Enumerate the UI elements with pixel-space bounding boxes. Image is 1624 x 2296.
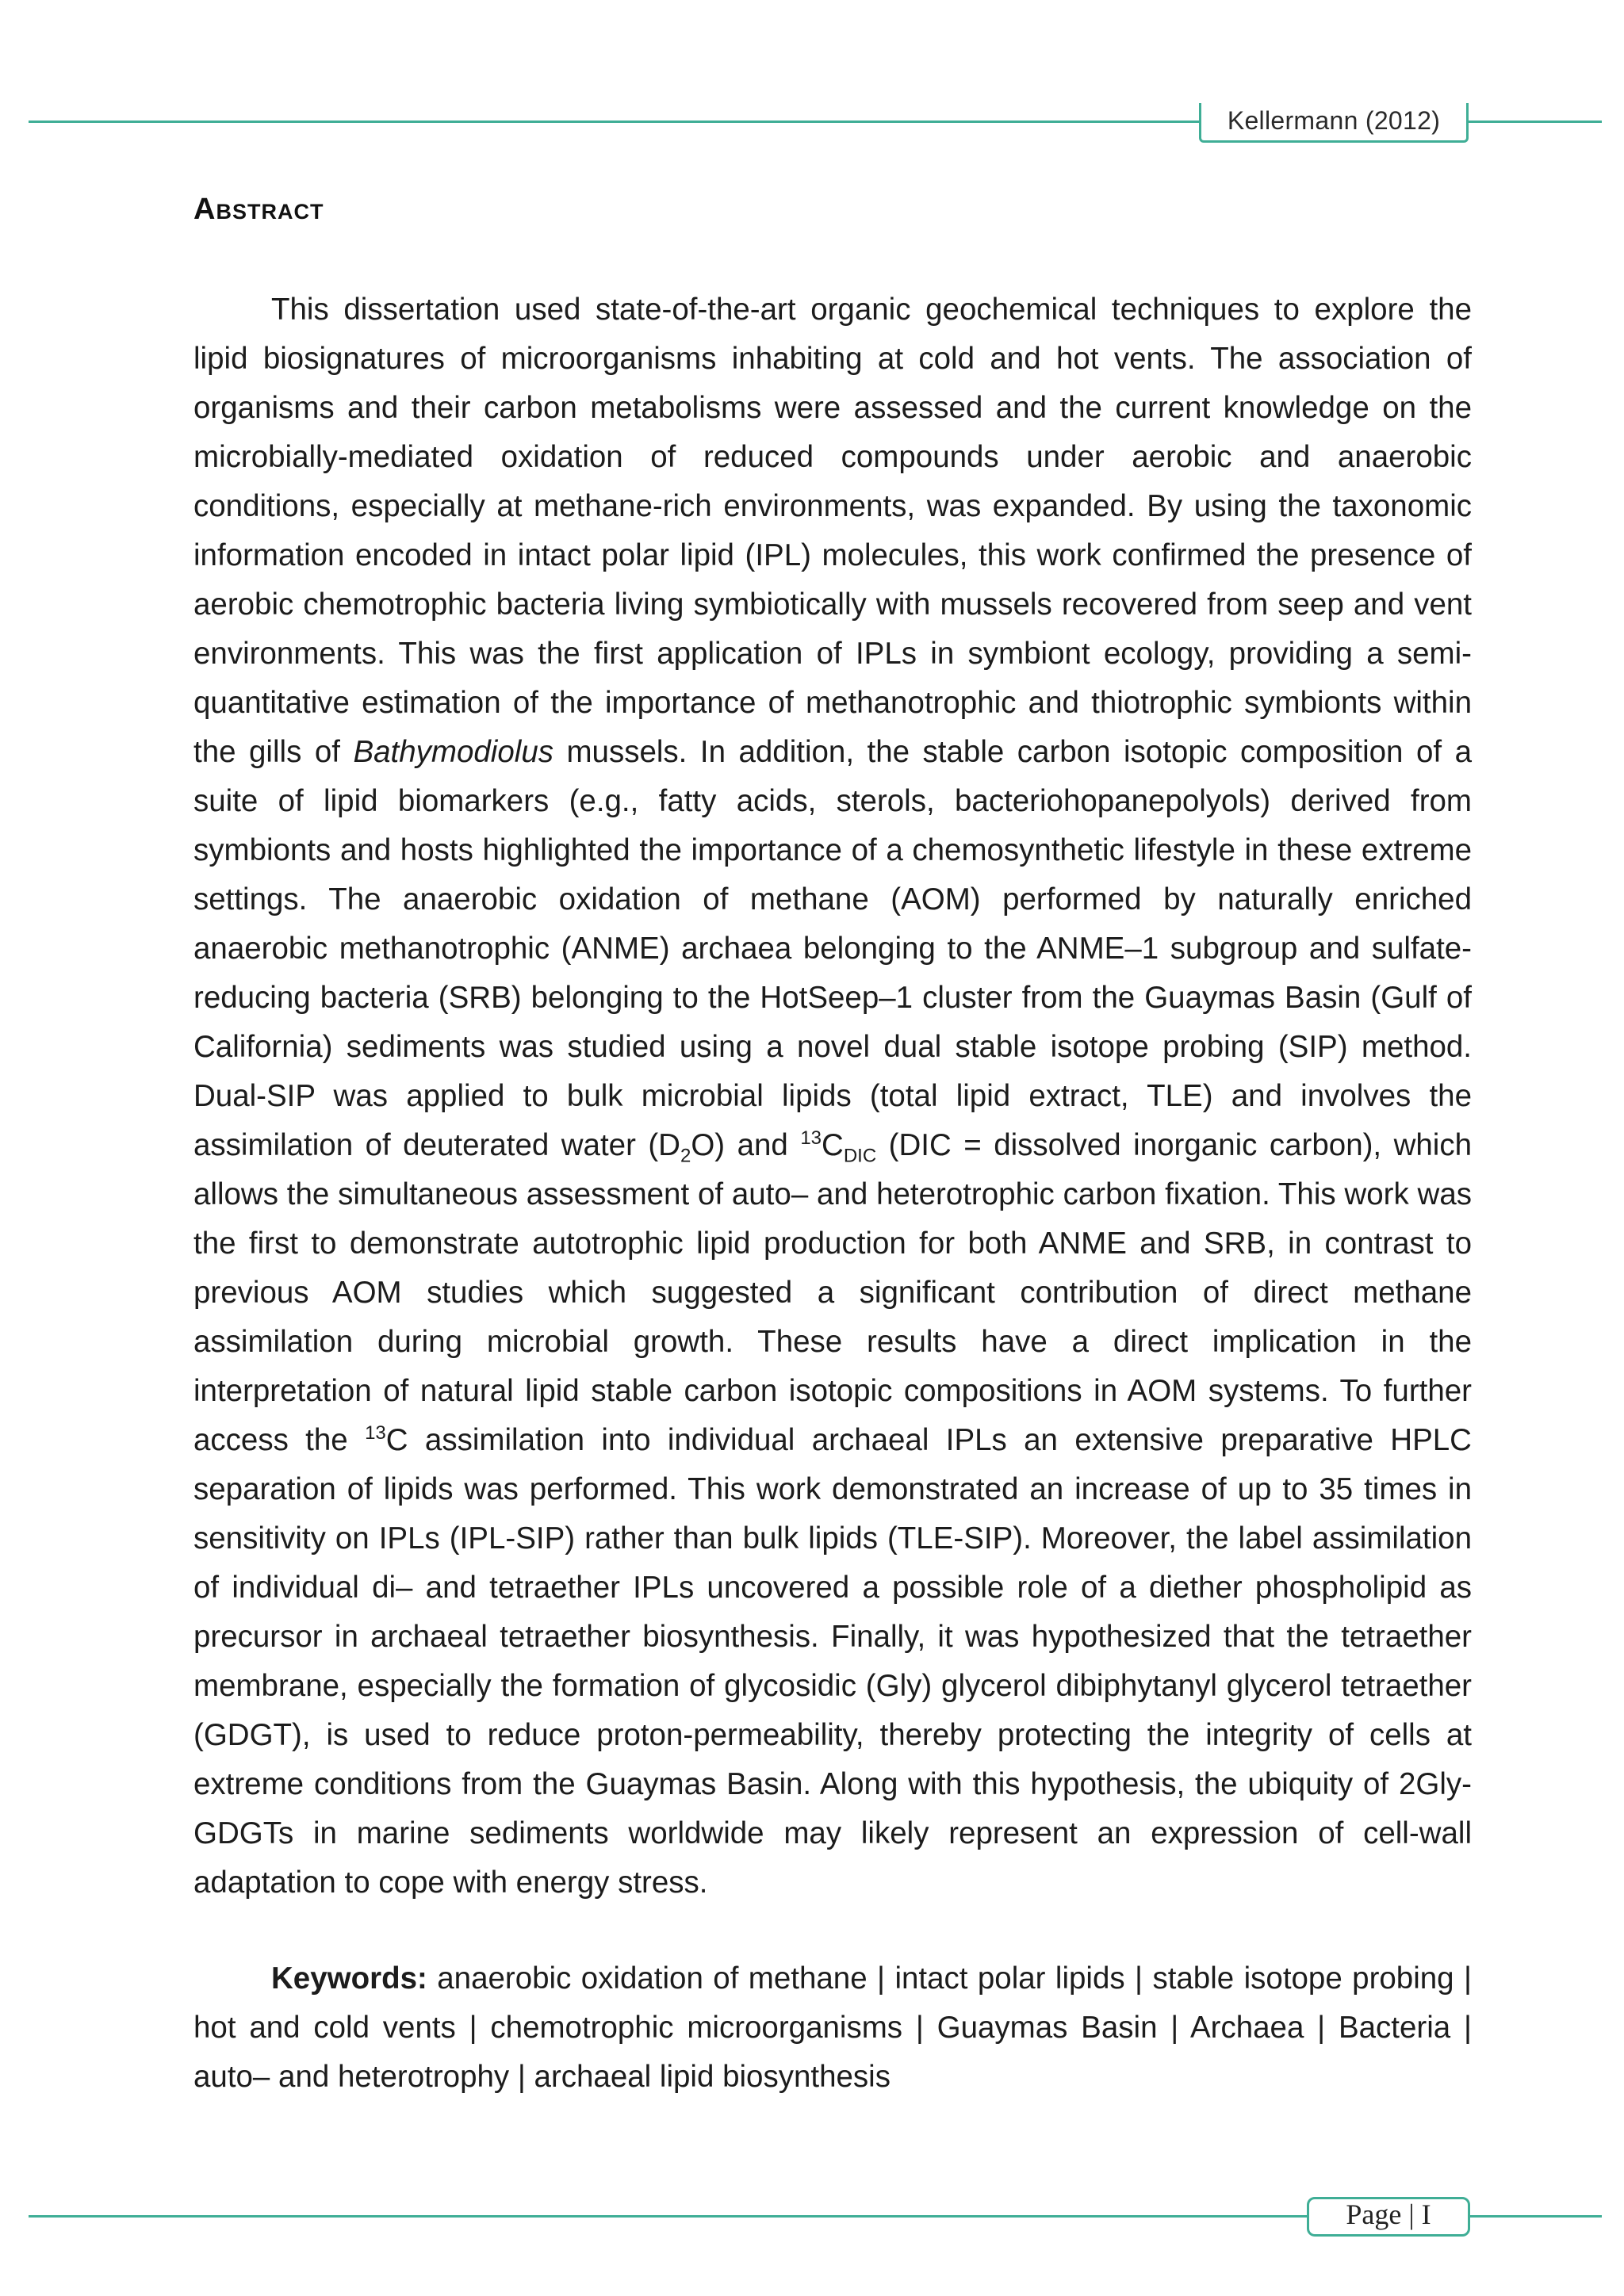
- genus-name: Bathymodiolus: [353, 735, 553, 769]
- abstract-paragraph: This dissertation used state-of-the-art organic geochemical techniques to explore the lipid biosignatures of microorganisms inhabiting at cold and hot vents. The association of organisms and their carbon metabolisms were assessed and the current knowledge on the microbially-mediated oxidation of reduced compounds under aerobic and anaerobic conditions, especially at methane-rich environments, was expanded. By using the taxonomic information encoded in intact polar lipid (IPL) molecules, this work confirmed the presence of aerobic chemotrophic bacteria living symbiotically with mussels recovered from seep and vent environments. This was the first application of IPLs in symbiont ecology, providing a semi-quantitative estimation of the importance of methanotrophic and thiotrophic symbionts within the gills of Bathymodiolus mussels. In addition, the stable carbon isotopic composition of a suite of lipid biomarkers (e.g., fatty acids, sterols, bacteriohopanepolyols) derived from symbionts and hosts highlighted the importance of a chemosynthetic lifestyle in these extreme settings. The anaerobic oxidation of methane (AOM) performed by naturally enriched anaerobic methanotrophic (ANME) archaea belonging to the ANME–1 subgroup and sulfate-reducing bacteria (SRB) belonging to the HotSeep–1 cluster from the Guaymas Basin (Gulf of California) sediments was studied using a novel dual stable isotope probing (SIP) method. Dual-SIP was applied to bulk microbial lipids (total lipid extract, TLE) and involves the assimilation of deuterated water $(D_2O)$ and $^{13}C_{DIC}$ (DIC = dissolved inorganic carbon), which allows the simultaneous assessment of auto– and heterotrophic carbon fixation. This work was the first to demonstrate autotrophic lipid production for both ANME and SRB, in contrast to previous AOM studies which suggested a significant contribution of direct methane assimilation during microbial growth. These results have a direct implication in the interpretation of natural lipid stable carbon isotopic compositions in AOM systems. To further access the $^{13}$C assimilation into individual archaeal IPLs an extensive preparative HPLC separation of lipids was performed. This work demonstrated an increase of up to 35 times in sensitivity on IPLs (IPL-SIP) rather than bulk lipids (TLE-SIP). Moreover, the label assimilation of individual di– and tetraether IPLs uncovered a possible role of a diether phospholipid as precursor in archaeal tetraether biosynthesis. Finally, it was hypothesized that the tetraether membrane, especially the formation of glycosidic (Gly) glycerol dibiphytanyl glycerol tetraether (GDGT), is used to reduce proton-permeability, thereby protecting the integrity of cells at extreme conditions from the Guaymas Basin. Along with this hypothesis, the ubiquity of 2Gly-GDGTs in marine sediments worldwide may likely represent an expression of cell-wall adaptation to cope with energy stress.: [193, 293, 1473, 1900]
- running-header-author: Kellermann (2012): [1227, 106, 1441, 135]
- keywords-paragraph: [193, 1954, 1472, 2102]
- keywords-label: Keywords:: [271, 1961, 427, 1996]
- section-title: Abstract: [193, 193, 324, 226]
- keywords-list: anaerobic oxidation of methane | intact polar lipids | stable isotope probing | hot and cold vents | chemotrophic microorganisms | Guaymas Basin | Archaea | Bacteria | auto– and heterotrophy | archaeal lipid biosynthesis: [193, 1961, 1473, 2094]
- page-number: Page | I: [1346, 2198, 1431, 2230]
